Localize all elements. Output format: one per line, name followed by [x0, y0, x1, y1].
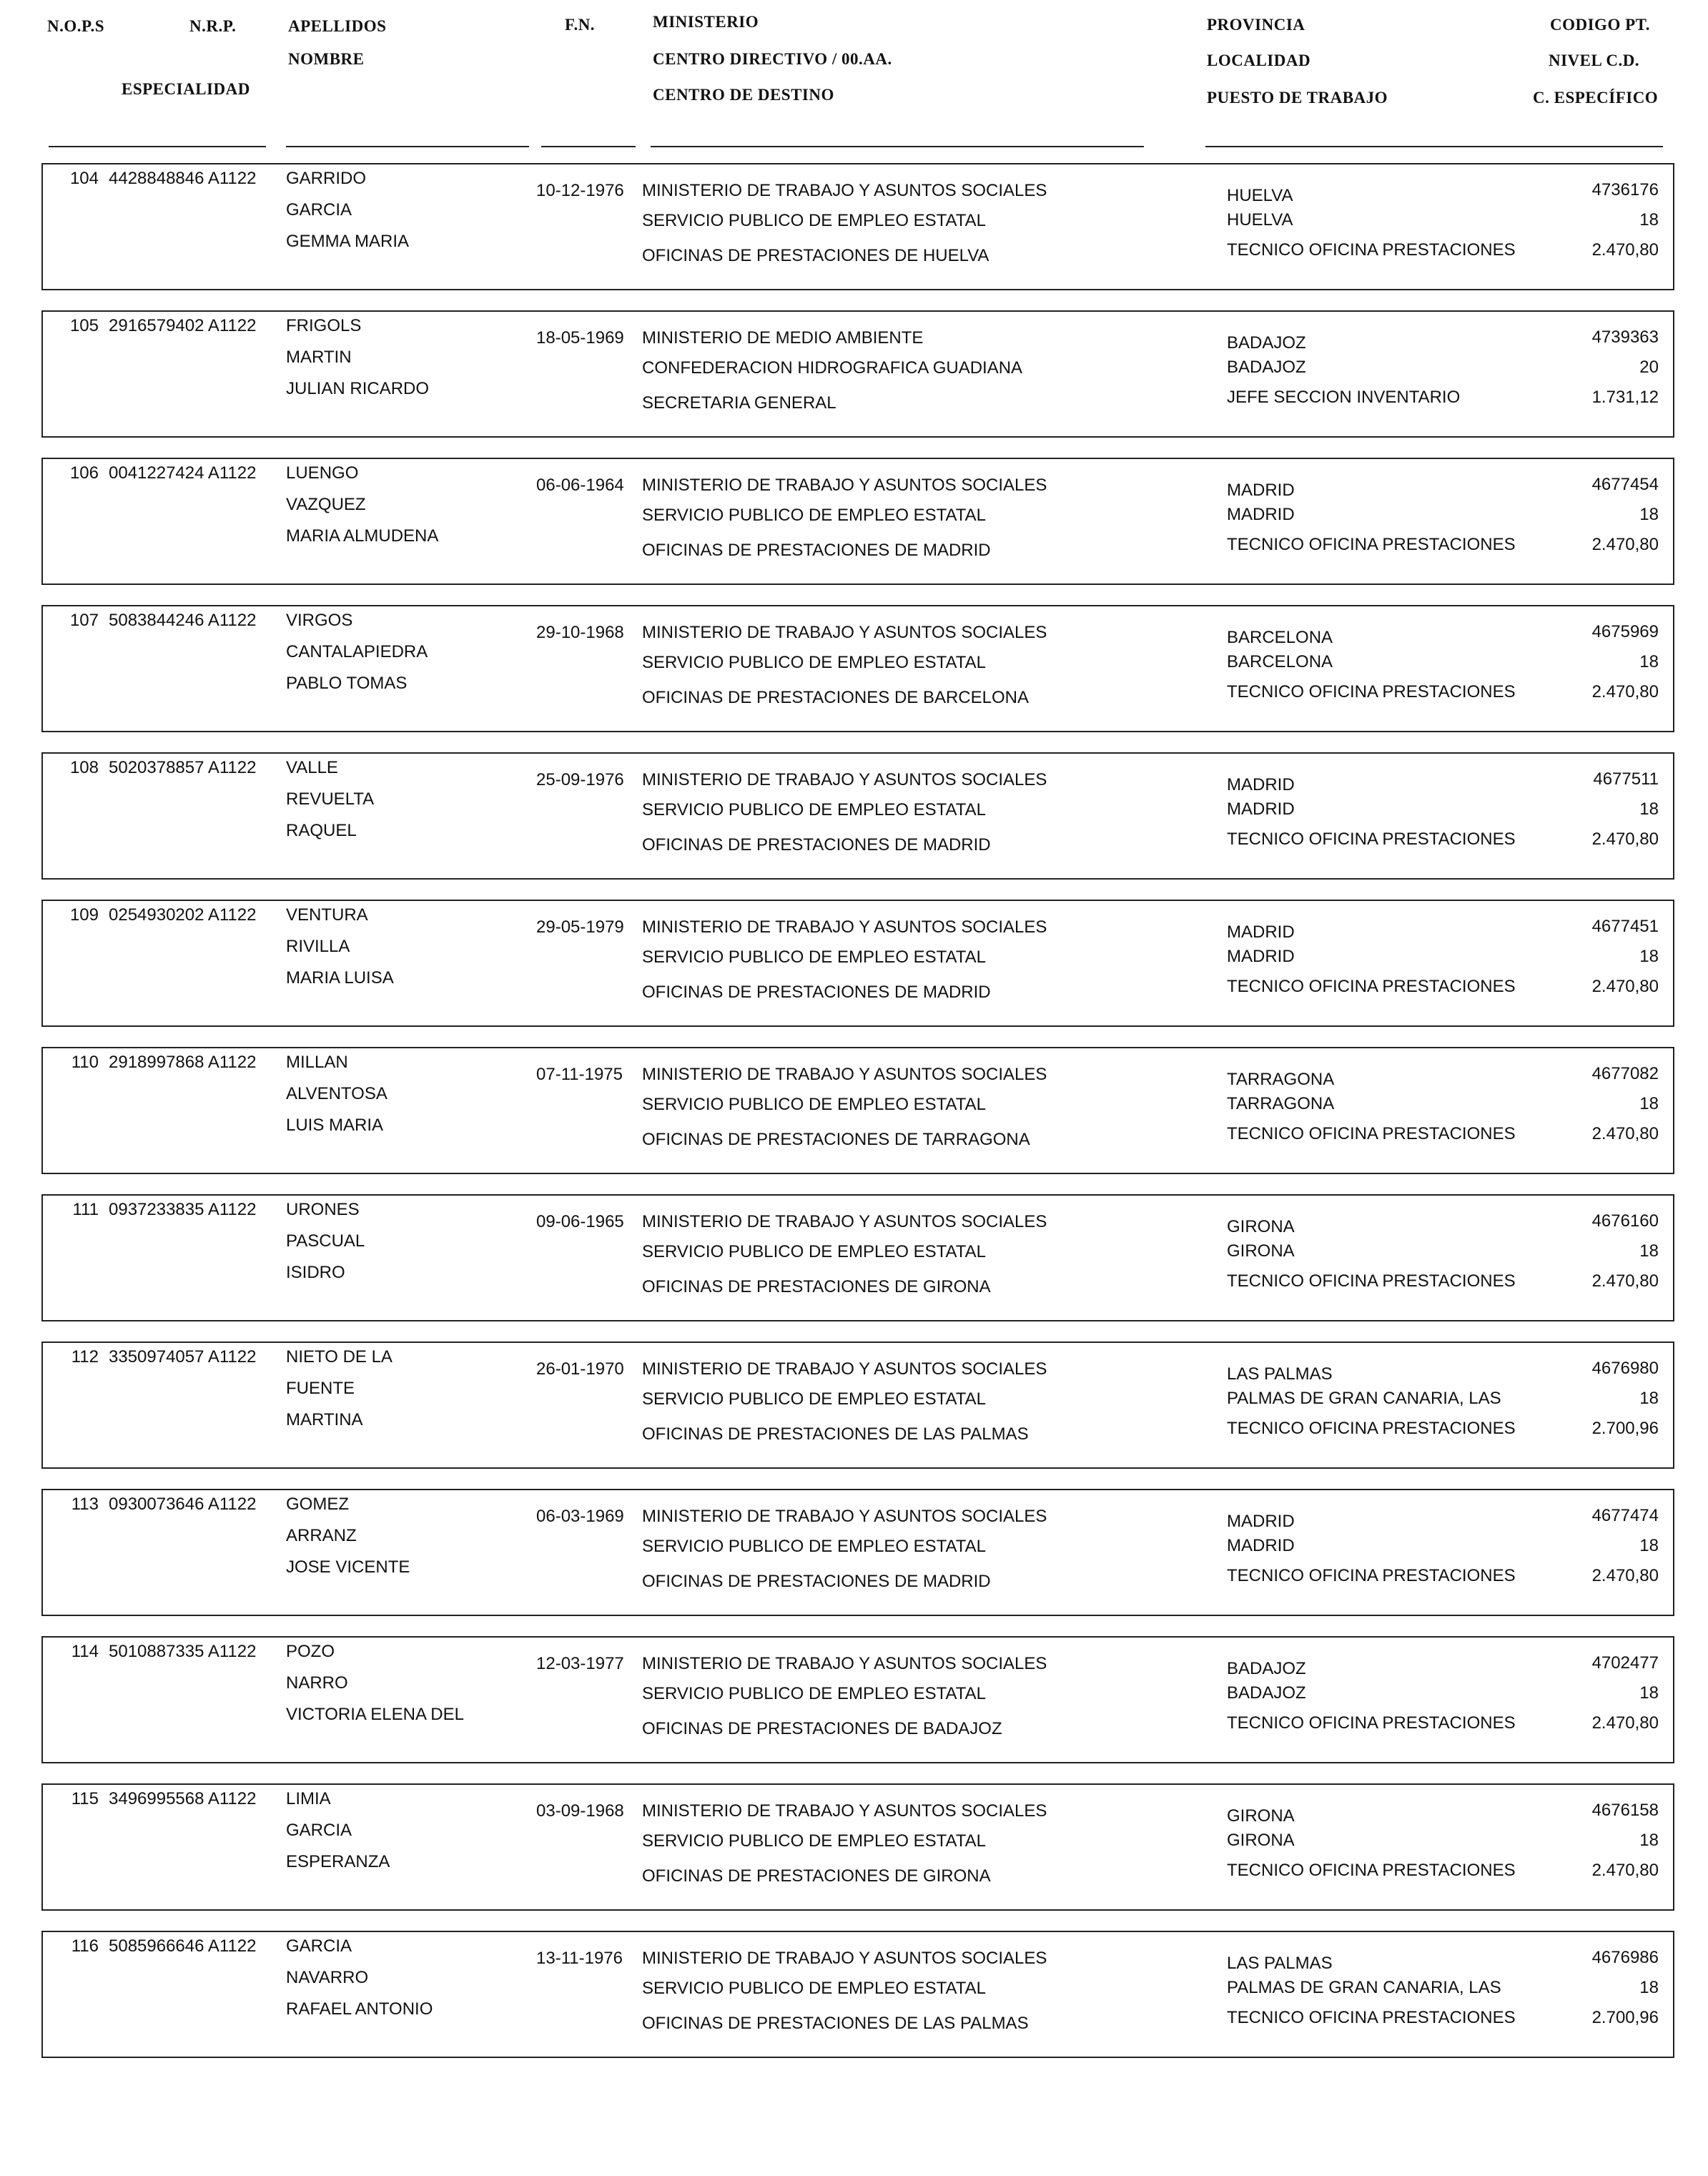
record-especifico: 2.470,80	[1591, 1271, 1659, 1291]
record-nombre: JULIAN RICARDO	[286, 379, 430, 398]
record-nrp: 3496995568 A1122	[109, 1789, 257, 1808]
record-fn: 07-11-1975	[536, 1065, 623, 1084]
record-apellido2: REVUELTA	[286, 789, 375, 809]
record-nivel: 18	[1639, 1389, 1659, 1408]
record-ministerio: MINISTERIO DE MEDIO AMBIENTE	[642, 328, 924, 348]
record-especifico: 2.470,80	[1591, 682, 1659, 701]
record-provincia: MADRID	[1227, 481, 1295, 500]
record-nops: 111	[72, 1200, 99, 1219]
record-apellido1: GARCIA	[286, 1936, 352, 1956]
record-nombre: RAQUEL	[286, 821, 357, 840]
header-provincia: PROVINCIA	[1207, 16, 1305, 34]
record-centro-directivo: SERVICIO PUBLICO DE EMPLEO ESTATAL	[642, 1979, 987, 1998]
record-ministerio: MINISTERIO DE TRABAJO Y ASUNTOS SOCIALES	[642, 1801, 1047, 1821]
record-codigo: 4677511	[1593, 769, 1659, 789]
record-nops: 113	[71, 1495, 99, 1514]
record-localidad: MADRID	[1227, 947, 1295, 966]
record-fn: 18-05-1969	[536, 328, 624, 348]
record-fn: 09-06-1965	[536, 1212, 624, 1231]
record-box	[41, 458, 1674, 585]
record-ministerio: MINISTERIO DE TRABAJO Y ASUNTOS SOCIALES	[642, 917, 1047, 937]
record-especifico: 2.470,80	[1591, 977, 1659, 996]
record-apellido1: LUENGO	[286, 463, 359, 483]
header-especialidad: ESPECIALIDAD	[122, 80, 250, 98]
record-centro-destino: OFICINAS DE PRESTACIONES DE HUELVA	[642, 246, 989, 265]
record-especifico: 2.470,80	[1591, 1861, 1659, 1880]
header-centro-destino: CENTRO DE DESTINO	[653, 86, 834, 104]
record-puesto: TECNICO OFICINA PRESTACIONES	[1227, 2008, 1516, 2027]
record-provincia: MADRID	[1227, 775, 1295, 794]
record-nops: 115	[71, 1789, 99, 1808]
record-codigo: 4677454	[1591, 475, 1659, 494]
header-codigo: CODIGO PT.	[1550, 16, 1651, 34]
record-puesto: TECNICO OFICINA PRESTACIONES	[1227, 1713, 1516, 1733]
record-centro-destino: OFICINAS DE PRESTACIONES DE MADRID	[642, 835, 991, 855]
record-centro-destino: OFICINAS DE PRESTACIONES DE BARCELONA	[642, 688, 1029, 707]
record-provincia: HUELVA	[1227, 186, 1293, 205]
record-centro-destino: OFICINAS DE PRESTACIONES DE LAS PALMAS	[642, 2014, 1029, 2033]
record-codigo: 4702477	[1591, 1653, 1659, 1673]
record-nivel: 18	[1639, 1094, 1659, 1113]
record-apellido1: MILLAN	[286, 1053, 348, 1072]
record-ministerio: MINISTERIO DE TRABAJO Y ASUNTOS SOCIALES	[642, 476, 1047, 495]
record-provincia: TARRAGONA	[1227, 1070, 1335, 1089]
record-centro-directivo: SERVICIO PUBLICO DE EMPLEO ESTATAL	[642, 1684, 987, 1703]
record-nops: 109	[69, 905, 99, 925]
record-apellido1: GOMEZ	[286, 1495, 349, 1514]
record-centro-destino: OFICINAS DE PRESTACIONES DE GIRONA	[642, 1866, 991, 1886]
record-provincia: BARCELONA	[1227, 628, 1333, 647]
record-apellido1: GARRIDO	[286, 169, 367, 188]
record-nivel: 18	[1639, 1536, 1659, 1555]
record-nrp: 3350974057 A1122	[109, 1347, 257, 1367]
record-nombre: MARIA ALMUDENA	[286, 526, 439, 546]
record-fn: 13-11-1976	[536, 1949, 623, 1968]
record-centro-destino: SECRETARIA GENERAL	[642, 393, 836, 413]
record-ministerio: MINISTERIO DE TRABAJO Y ASUNTOS SOCIALES	[642, 623, 1047, 642]
record-nrp: 0937233835 A1122	[109, 1200, 257, 1219]
record-nivel: 18	[1639, 505, 1659, 524]
record-centro-directivo: SERVICIO PUBLICO DE EMPLEO ESTATAL	[642, 1537, 987, 1556]
record-nops: 114	[71, 1642, 99, 1661]
record-codigo: 4676986	[1591, 1948, 1659, 1967]
record-apellido2: FUENTE	[286, 1379, 355, 1398]
header-nops: N.O.P.S	[47, 17, 104, 35]
record-puesto: TECNICO OFICINA PRESTACIONES	[1227, 535, 1516, 554]
record-especifico: 1.731,12	[1591, 388, 1659, 407]
record-fn: 03-09-1968	[536, 1801, 624, 1821]
record-nombre: LUIS MARIA	[286, 1116, 384, 1135]
header-ministerio: MINISTERIO	[653, 13, 759, 31]
record-fn: 26-01-1970	[536, 1359, 624, 1379]
record-provincia: BADAJOZ	[1227, 1659, 1306, 1678]
record-centro-destino: OFICINAS DE PRESTACIONES DE MADRID	[642, 541, 991, 560]
record-codigo: 4677474	[1591, 1506, 1659, 1525]
record-centro-directivo: SERVICIO PUBLICO DE EMPLEO ESTATAL	[642, 1831, 987, 1851]
record-centro-directivo: SERVICIO PUBLICO DE EMPLEO ESTATAL	[642, 800, 987, 819]
record-puesto: TECNICO OFICINA PRESTACIONES	[1227, 1124, 1516, 1143]
record-box	[41, 1931, 1674, 2058]
record-fn: 06-03-1969	[536, 1507, 624, 1526]
header-nombre: NOMBRE	[288, 50, 365, 68]
header-especifico: C. ESPECÍFICO	[1533, 89, 1659, 107]
record-box	[41, 1783, 1674, 1911]
record-centro-directivo: SERVICIO PUBLICO DE EMPLEO ESTATAL	[642, 947, 987, 967]
record-especifico: 2.470,80	[1591, 535, 1659, 554]
record-ministerio: MINISTERIO DE TRABAJO Y ASUNTOS SOCIALES	[642, 1654, 1047, 1673]
record-nivel: 18	[1639, 210, 1659, 230]
record-localidad: BADAJOZ	[1227, 358, 1306, 377]
record-fn: 10-12-1976	[536, 181, 624, 200]
record-nrp: 2918997868 A1122	[109, 1053, 257, 1072]
record-centro-destino: OFICINAS DE PRESTACIONES DE MADRID	[642, 983, 991, 1002]
record-apellido2: RIVILLA	[286, 937, 350, 956]
header-nivel: NIVEL C.D.	[1549, 51, 1640, 69]
record-nivel: 18	[1639, 799, 1659, 819]
record-puesto: TECNICO OFICINA PRESTACIONES	[1227, 977, 1516, 996]
record-apellido1: LIMIA	[286, 1789, 331, 1808]
record-nivel: 18	[1639, 1683, 1659, 1703]
record-nombre: RAFAEL ANTONIO	[286, 1999, 433, 2019]
header-puesto: PUESTO DE TRABAJO	[1207, 89, 1388, 107]
record-nops: 110	[71, 1053, 99, 1072]
record-nombre: ISIDRO	[286, 1263, 345, 1282]
record-apellido1: FRIGOLS	[286, 316, 362, 335]
record-nombre: JOSE VICENTE	[286, 1557, 410, 1577]
record-nrp: 0930073646 A1122	[109, 1495, 257, 1514]
record-provincia: BADAJOZ	[1227, 333, 1306, 353]
record-box	[41, 1489, 1674, 1616]
record-fn: 06-06-1964	[536, 476, 624, 495]
record-fn: 25-09-1976	[536, 770, 624, 789]
record-localidad: HUELVA	[1227, 210, 1293, 230]
record-centro-directivo: SERVICIO PUBLICO DE EMPLEO ESTATAL	[642, 653, 987, 672]
record-ministerio: MINISTERIO DE TRABAJO Y ASUNTOS SOCIALES	[642, 1507, 1047, 1526]
record-box	[41, 1636, 1674, 1763]
record-nrp: 2916579402 A1122	[109, 316, 257, 335]
header-nrp: N.R.P.	[189, 17, 237, 35]
record-apellido1: URONES	[286, 1200, 360, 1219]
record-puesto: TECNICO OFICINA PRESTACIONES	[1227, 240, 1516, 260]
record-centro-directivo: SERVICIO PUBLICO DE EMPLEO ESTATAL	[642, 211, 987, 230]
record-puesto: TECNICO OFICINA PRESTACIONES	[1227, 1271, 1516, 1291]
record-localidad: GIRONA	[1227, 1831, 1295, 1850]
record-box	[41, 900, 1674, 1027]
record-nivel: 18	[1639, 1978, 1659, 1997]
record-puesto: TECNICO OFICINA PRESTACIONES	[1227, 1419, 1516, 1438]
record-centro-destino: OFICINAS DE PRESTACIONES DE BADAJOZ	[642, 1719, 1002, 1738]
record-centro-directivo: SERVICIO PUBLICO DE EMPLEO ESTATAL	[642, 1389, 987, 1409]
record-nops: 116	[71, 1936, 99, 1956]
record-codigo: 4676160	[1591, 1211, 1659, 1231]
record-puesto: TECNICO OFICINA PRESTACIONES	[1227, 1861, 1516, 1880]
record-nivel: 18	[1639, 1831, 1659, 1850]
record-localidad: BADAJOZ	[1227, 1683, 1306, 1703]
record-nivel: 20	[1639, 358, 1659, 377]
record-nivel: 18	[1639, 1241, 1659, 1261]
record-box	[41, 1047, 1674, 1174]
record-nombre: GEMMA MARIA	[286, 232, 410, 251]
record-codigo: 4677451	[1591, 917, 1659, 936]
record-box	[41, 310, 1674, 438]
record-puesto: TECNICO OFICINA PRESTACIONES	[1227, 1566, 1516, 1585]
record-localidad: MADRID	[1227, 505, 1295, 524]
record-puesto: TECNICO OFICINA PRESTACIONES	[1227, 829, 1516, 849]
record-apellido1: VENTURA	[286, 905, 368, 925]
record-nrp: 0254930202 A1122	[109, 905, 257, 925]
record-apellido2: ARRANZ	[286, 1526, 357, 1545]
header-centro-directivo: CENTRO DIRECTIVO / 00.AA.	[653, 50, 892, 68]
record-box	[41, 752, 1674, 880]
record-apellido2: NARRO	[286, 1673, 348, 1693]
record-codigo: 4675969	[1591, 622, 1659, 641]
record-nrp: 4428848846 A1122	[109, 169, 257, 188]
record-localidad: MADRID	[1227, 799, 1295, 819]
record-provincia: LAS PALMAS	[1227, 1364, 1333, 1384]
record-nivel: 18	[1639, 652, 1659, 671]
record-nivel: 18	[1639, 947, 1659, 966]
record-apellido2: GARCIA	[286, 1821, 352, 1840]
record-fn: 12-03-1977	[536, 1654, 624, 1673]
record-localidad: MADRID	[1227, 1536, 1295, 1555]
record-codigo: 4739363	[1591, 328, 1659, 347]
record-centro-directivo: SERVICIO PUBLICO DE EMPLEO ESTATAL	[642, 1095, 987, 1114]
record-especifico: 2.700,96	[1591, 1419, 1659, 1438]
record-ministerio: MINISTERIO DE TRABAJO Y ASUNTOS SOCIALES	[642, 1212, 1047, 1231]
record-especifico: 2.470,80	[1591, 829, 1659, 849]
record-nrp: 0041227424 A1122	[109, 463, 257, 483]
record-codigo: 4676980	[1591, 1359, 1659, 1378]
record-apellido2: ALVENTOSA	[286, 1084, 387, 1103]
record-nops: 105	[69, 316, 99, 335]
record-especifico: 2.470,80	[1591, 1713, 1659, 1733]
record-nombre: VICTORIA ELENA DEL	[286, 1705, 464, 1724]
record-apellido1: VALLE	[286, 758, 338, 777]
record-nrp: 5085966646 A1122	[109, 1936, 257, 1956]
record-box	[41, 1341, 1674, 1469]
record-apellido2: PASCUAL	[286, 1231, 365, 1251]
record-box	[41, 163, 1674, 290]
record-apellido2: NAVARRO	[286, 1968, 369, 1987]
record-provincia: GIRONA	[1227, 1217, 1295, 1236]
record-nops: 107	[69, 611, 99, 630]
record-especifico: 2.700,96	[1591, 2008, 1659, 2027]
record-codigo: 4676158	[1591, 1801, 1659, 1820]
record-nombre: MARIA LUISA	[286, 968, 394, 988]
record-codigo: 4736176	[1591, 180, 1659, 200]
record-localidad: GIRONA	[1227, 1241, 1295, 1261]
header-apellidos: APELLIDOS	[288, 17, 387, 35]
record-especifico: 2.470,80	[1591, 1124, 1659, 1143]
record-apellido1: VIRGOS	[286, 611, 353, 630]
record-ministerio: MINISTERIO DE TRABAJO Y ASUNTOS SOCIALES	[642, 770, 1047, 789]
record-apellido2: GARCIA	[286, 200, 352, 220]
record-especifico: 2.470,80	[1591, 1566, 1659, 1585]
record-centro-destino: OFICINAS DE PRESTACIONES DE MADRID	[642, 1572, 991, 1591]
record-localidad: PALMAS DE GRAN CANARIA, LAS	[1227, 1978, 1501, 1997]
record-puesto: JEFE SECCION INVENTARIO	[1227, 388, 1461, 407]
record-ministerio: MINISTERIO DE TRABAJO Y ASUNTOS SOCIALES	[642, 1065, 1047, 1084]
header-fn: F.N.	[565, 16, 596, 34]
record-centro-directivo: CONFEDERACION HIDROGRAFICA GUADIANA	[642, 358, 1023, 378]
record-nops: 108	[69, 758, 99, 777]
record-codigo: 4677082	[1591, 1064, 1659, 1083]
record-apellido1: NIETO DE LA	[286, 1347, 393, 1367]
record-nombre: ESPERANZA	[286, 1852, 390, 1871]
record-nops: 104	[69, 169, 99, 188]
record-nrp: 5083844246 A1122	[109, 611, 257, 630]
record-puesto: TECNICO OFICINA PRESTACIONES	[1227, 682, 1516, 701]
record-centro-destino: OFICINAS DE PRESTACIONES DE LAS PALMAS	[642, 1424, 1029, 1444]
record-nombre: PABLO TOMAS	[286, 674, 408, 693]
record-apellido2: MARTIN	[286, 348, 352, 367]
record-box	[41, 1194, 1674, 1321]
record-centro-destino: OFICINAS DE PRESTACIONES DE GIRONA	[642, 1277, 991, 1296]
record-centro-directivo: SERVICIO PUBLICO DE EMPLEO ESTATAL	[642, 506, 987, 525]
record-box	[41, 605, 1674, 732]
record-nrp: 5010887335 A1122	[109, 1642, 257, 1661]
record-nrp: 5020378857 A1122	[109, 758, 257, 777]
record-localidad: PALMAS DE GRAN CANARIA, LAS	[1227, 1389, 1501, 1408]
record-apellido2: VAZQUEZ	[286, 495, 366, 514]
record-ministerio: MINISTERIO DE TRABAJO Y ASUNTOS SOCIALES	[642, 1949, 1047, 1968]
record-nombre: MARTINA	[286, 1410, 363, 1429]
record-ministerio: MINISTERIO DE TRABAJO Y ASUNTOS SOCIALES	[642, 1359, 1047, 1379]
record-provincia: MADRID	[1227, 922, 1295, 942]
record-nops: 112	[71, 1347, 99, 1367]
record-localidad: TARRAGONA	[1227, 1094, 1335, 1113]
record-apellido2: CANTALAPIEDRA	[286, 642, 428, 661]
record-apellido1: POZO	[286, 1642, 335, 1661]
record-centro-destino: OFICINAS DE PRESTACIONES DE TARRAGONA	[642, 1130, 1030, 1149]
record-nops: 106	[69, 463, 99, 483]
record-fn: 29-10-1968	[536, 623, 624, 642]
record-especifico: 2.470,80	[1591, 240, 1659, 260]
header-localidad: LOCALIDAD	[1207, 51, 1311, 69]
record-provincia: MADRID	[1227, 1512, 1295, 1531]
record-centro-directivo: SERVICIO PUBLICO DE EMPLEO ESTATAL	[642, 1242, 987, 1261]
record-localidad: BARCELONA	[1227, 652, 1333, 671]
record-provincia: LAS PALMAS	[1227, 1954, 1333, 1973]
record-fn: 29-05-1979	[536, 917, 624, 937]
record-provincia: GIRONA	[1227, 1806, 1295, 1826]
record-ministerio: MINISTERIO DE TRABAJO Y ASUNTOS SOCIALES	[642, 181, 1047, 200]
